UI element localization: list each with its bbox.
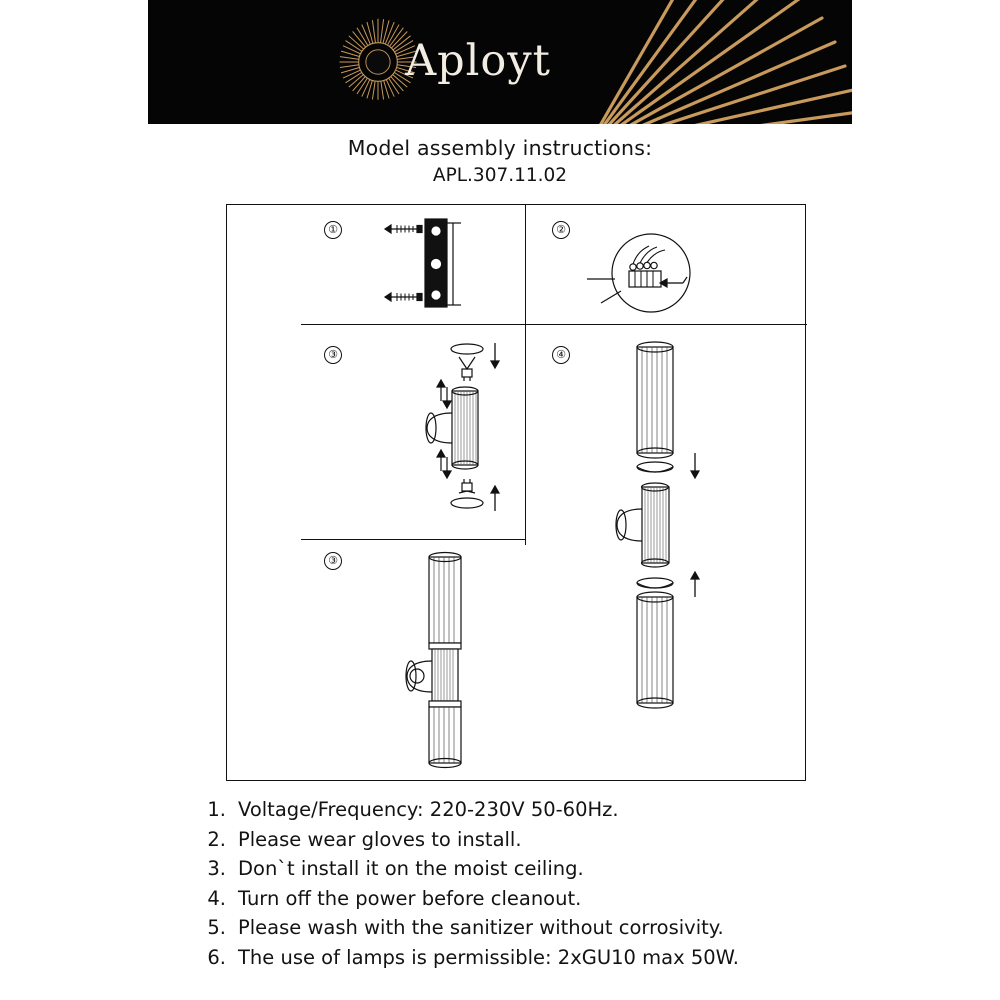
note-index: 2. <box>207 827 226 851</box>
list-item <box>196 825 896 855</box>
figure-mount-bracket <box>377 209 497 319</box>
list-item <box>196 795 896 825</box>
step-number-4: ④ <box>552 346 570 364</box>
figure-wiring-terminal <box>587 233 707 317</box>
step-number-3: ③ <box>324 346 342 364</box>
step-number-5: ③ <box>324 552 342 570</box>
note-index: 1. <box>207 798 226 821</box>
assembly-diagram <box>226 204 806 781</box>
note-index: 3. <box>207 857 226 880</box>
step-number-2: ② <box>552 221 570 239</box>
banner-artwork <box>148 0 852 124</box>
title-text: Model assembly instructions: <box>347 136 653 160</box>
header-banner <box>148 0 852 124</box>
note-text: Don`t install it on the moist ceiling. <box>238 857 584 880</box>
safety-notes-list <box>196 795 896 972</box>
list-item <box>196 854 896 884</box>
note-text: Turn off the power before cleanout. <box>238 886 582 910</box>
step-number-1: ① <box>324 221 342 239</box>
note-text: The use of lamps is permissible: 2xGU10 max 50W. <box>238 945 739 969</box>
list-item <box>196 913 896 943</box>
list-item <box>196 943 896 973</box>
note-text: Voltage/Frequency: 220-230V 50-60Hz. <box>238 798 619 821</box>
note-index: 4. <box>207 886 226 910</box>
figure-attach-diffusers <box>597 335 727 715</box>
list-item <box>196 884 896 914</box>
figure-insert-lamps <box>407 335 527 535</box>
note-text: Please wear gloves to install. <box>238 827 522 851</box>
divider-horizontal-bottom <box>301 539 525 540</box>
note-index: 6. <box>207 945 226 969</box>
model-code: APL.307.11.02 <box>432 165 568 186</box>
page-title <box>0 136 1000 186</box>
note-index: 5. <box>207 916 226 939</box>
divider-horizontal-top <box>301 324 807 325</box>
figure-assembled-lamp <box>377 545 507 777</box>
note-text: Please wash with the sanitizer without corrosivity. <box>238 916 724 939</box>
brand-wordmark: Aployt <box>405 36 551 86</box>
